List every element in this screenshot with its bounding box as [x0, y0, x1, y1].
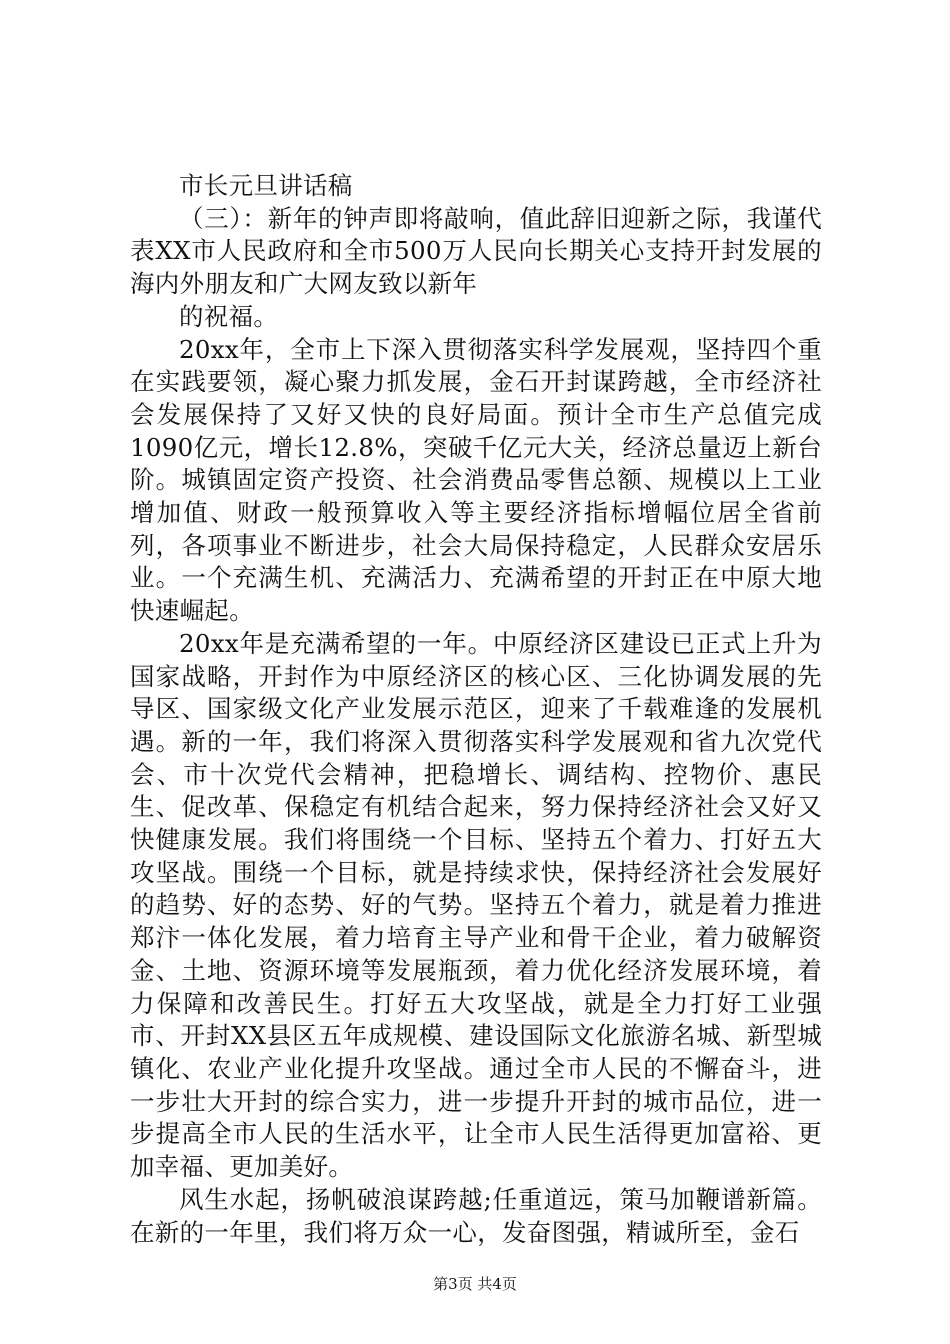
document-body [130, 170, 822, 1249]
page-number: 第3页 共4页 [433, 1275, 517, 1293]
paragraph: （三）：新年的钟声即将敲响，值此辞旧迎新之际，我谨代表XX市人民政府和全市500万人民向长期关心支持开封发展的海内外朋友和广大网友致以新年 [130, 203, 822, 299]
document-title: 市长元旦讲话稿 [179, 171, 353, 200]
paragraph: 20xx年，全市上下深入贯彻落实科学发展观，坚持四个重在实践要领，凝心聚力抓发展，金石开封谋跨越，全市经济社会发展保持了又好又快的良好局面。预计全市生产总值完成1090亿元，增长12.8%，突破千亿元大关，经济总量迈上新台阶。城镇固定资产投资、社会消费品零售总额、规模以上工业增加值、财政一般预算收入等主要经济指标增幅位居全省前列，各项事业不断进步，社会大局保持稳定，人民群众安居乐业。一个充满生机、充满活力、充满希望的开封正在中原大地快速崛起。 [130, 334, 822, 626]
page-footer [0, 1275, 950, 1293]
paragraph: 风生水起，扬帆破浪谋跨越;任重道远，策马加鞭谱新篇。在新的一年里，我们将万众一心，发奋图强，精诚所至，金石 [130, 1184, 822, 1247]
paragraph: 的祝福。 [179, 301, 279, 331]
paragraph: 20xx年是充满希望的一年。中原经济区建设已正式上升为国家战略，开封作为中原经济区的核心区、三化协调发展的先导区、国家级文化产业发展示范区，迎来了千载难逢的发展机遇。新的一年，我们将深入贯彻落实科学发展观和省九次党代会、市十次党代会精神，把稳增长、调结构、控物价、惠民生、促改革、保稳定有机结合起来，努力保持经济社会又好又快健康发展。我们将围绕一个目标、坚持五个着力、打好五大攻坚战。围绕一个目标，就是持续求快，保持经济社会发展好的趋势、好的态势、好的气势。坚持五个着力，就是着力推进郑汴一体化发展，着力培育主导产业和骨干企业，着力破解资金、土地、资源环境等发展瓶颈，着力优化经济发展环境，着力保障和改善民生。打好五大攻坚战，就是全力打好工业强市、开封XX县区五年成规模、建设国际文化旅游名城、新型城镇化、农业产业化提升攻坚战。通过全市人民的不懈奋斗，进一步壮大开封的综合实力，进一步提升开封的城市品位，进一步提高全市人民的生活水平，让全市人民生活得更加富裕、更加幸福、更加美好。 [130, 628, 822, 1182]
